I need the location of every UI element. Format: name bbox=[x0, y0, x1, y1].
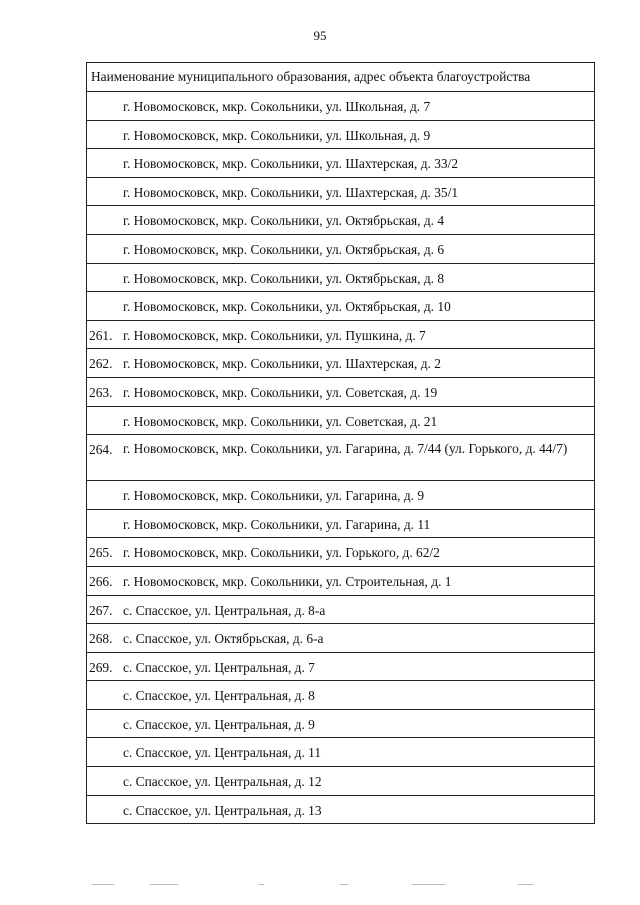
row-number bbox=[87, 795, 122, 824]
table-row bbox=[87, 206, 595, 235]
row-number: 267. bbox=[87, 595, 122, 624]
row-number bbox=[87, 406, 122, 435]
row-address: г. Новомосковск, мкр. Сокольники, ул. Гагарина, д. 11 bbox=[121, 509, 595, 538]
row-address: с. Спасское, ул. Центральная, д. 13 bbox=[121, 795, 595, 824]
row-address: г. Новомосковск, мкр. Сокольники, ул. Советская, д. 21 bbox=[121, 406, 595, 435]
row-address: с. Спасское, ул. Центральная, д. 8 bbox=[121, 681, 595, 710]
row-address: г. Новомосковск, мкр. Сокольники, ул. Пушкина, д. 7 bbox=[121, 320, 595, 349]
row-address: г. Новомосковск, мкр. Сокольники, ул. Шахтерская, д. 35/1 bbox=[121, 177, 595, 206]
row-address: с. Спасское, ул. Центральная, д. 12 bbox=[121, 767, 595, 796]
row-address: с. Спасское, ул. Центральная, д. 9 bbox=[121, 709, 595, 738]
row-number bbox=[87, 120, 122, 149]
row-number bbox=[87, 709, 122, 738]
row-address: г. Новомосковск, мкр. Сокольники, ул. Строительная, д. 1 bbox=[121, 566, 595, 595]
table-row bbox=[87, 406, 595, 435]
table-row bbox=[87, 767, 595, 796]
row-address: г. Новомосковск, мкр. Сокольники, ул. Горького, д. 62/2 bbox=[121, 538, 595, 567]
row-number bbox=[87, 681, 122, 710]
row-number: 264. bbox=[87, 435, 122, 481]
row-address: г. Новомосковск, мкр. Сокольники, ул. Октябрьская, д. 4 bbox=[121, 206, 595, 235]
table-row bbox=[87, 349, 595, 378]
table-header-row bbox=[87, 63, 595, 92]
table-row bbox=[87, 738, 595, 767]
table-row bbox=[87, 538, 595, 567]
row-address: г. Новомосковск, мкр. Сокольники, ул. Гагарина, д. 7/44 (ул. Горького, д. 44/7) bbox=[121, 435, 595, 481]
table-body bbox=[87, 63, 595, 824]
row-address: с. Спасское, ул. Центральная, д. 11 bbox=[121, 738, 595, 767]
row-number bbox=[87, 292, 122, 321]
row-number: 263. bbox=[87, 377, 122, 406]
table-header-cell: Наименование муниципального образования, адрес объекта благоустройства bbox=[87, 63, 595, 92]
table-row bbox=[87, 320, 595, 349]
table-row bbox=[87, 681, 595, 710]
table-row bbox=[87, 149, 595, 178]
row-number bbox=[87, 92, 122, 121]
row-address: г. Новомосковск, мкр. Сокольники, ул. Гагарина, д. 9 bbox=[121, 481, 595, 510]
row-address: г. Новомосковск, мкр. Сокольники, ул. Октябрьская, д. 6 bbox=[121, 234, 595, 263]
row-number bbox=[87, 149, 122, 178]
scan-artifact bbox=[90, 884, 550, 888]
row-address: с. Спасское, ул. Октябрьская, д. 6-а bbox=[121, 624, 595, 653]
row-number: 266. bbox=[87, 566, 122, 595]
row-number: 262. bbox=[87, 349, 122, 378]
table-row bbox=[87, 177, 595, 206]
row-number bbox=[87, 263, 122, 292]
table-row bbox=[87, 652, 595, 681]
row-address: г. Новомосковск, мкр. Сокольники, ул. Шахтерская, д. 2 bbox=[121, 349, 595, 378]
row-address: г. Новомосковск, мкр. Сокольники, ул. Школьная, д. 7 bbox=[121, 92, 595, 121]
table-row bbox=[87, 435, 595, 481]
row-address: с. Спасское, ул. Центральная, д. 7 bbox=[121, 652, 595, 681]
table-row bbox=[87, 709, 595, 738]
row-number bbox=[87, 177, 122, 206]
row-number bbox=[87, 738, 122, 767]
table-row bbox=[87, 263, 595, 292]
row-address: г. Новомосковск, мкр. Сокольники, ул. Октябрьская, д. 8 bbox=[121, 263, 595, 292]
row-address: с. Спасское, ул. Центральная, д. 8-а bbox=[121, 595, 595, 624]
table-row bbox=[87, 595, 595, 624]
row-number bbox=[87, 509, 122, 538]
row-number bbox=[87, 481, 122, 510]
row-address: г. Новомосковск, мкр. Сокольники, ул. Школьная, д. 9 bbox=[121, 120, 595, 149]
page-number: 95 bbox=[313, 28, 327, 43]
table-row bbox=[87, 509, 595, 538]
row-address: г. Новомосковск, мкр. Сокольники, ул. Октябрьская, д. 10 bbox=[121, 292, 595, 321]
table-row bbox=[87, 292, 595, 321]
row-number bbox=[87, 767, 122, 796]
table-row bbox=[87, 566, 595, 595]
row-number: 261. bbox=[87, 320, 122, 349]
table-row bbox=[87, 120, 595, 149]
row-address: г. Новомосковск, мкр. Сокольники, ул. Шахтерская, д. 33/2 bbox=[121, 149, 595, 178]
table-row bbox=[87, 481, 595, 510]
row-address: г. Новомосковск, мкр. Сокольники, ул. Советская, д. 19 bbox=[121, 377, 595, 406]
table-row bbox=[87, 234, 595, 263]
table-row bbox=[87, 92, 595, 121]
table-row bbox=[87, 795, 595, 824]
row-number: 269. bbox=[87, 652, 122, 681]
address-table bbox=[86, 62, 595, 824]
table-row bbox=[87, 624, 595, 653]
row-number: 268. bbox=[87, 624, 122, 653]
row-number: 265. bbox=[87, 538, 122, 567]
row-number bbox=[87, 206, 122, 235]
table-row bbox=[87, 377, 595, 406]
row-number bbox=[87, 234, 122, 263]
